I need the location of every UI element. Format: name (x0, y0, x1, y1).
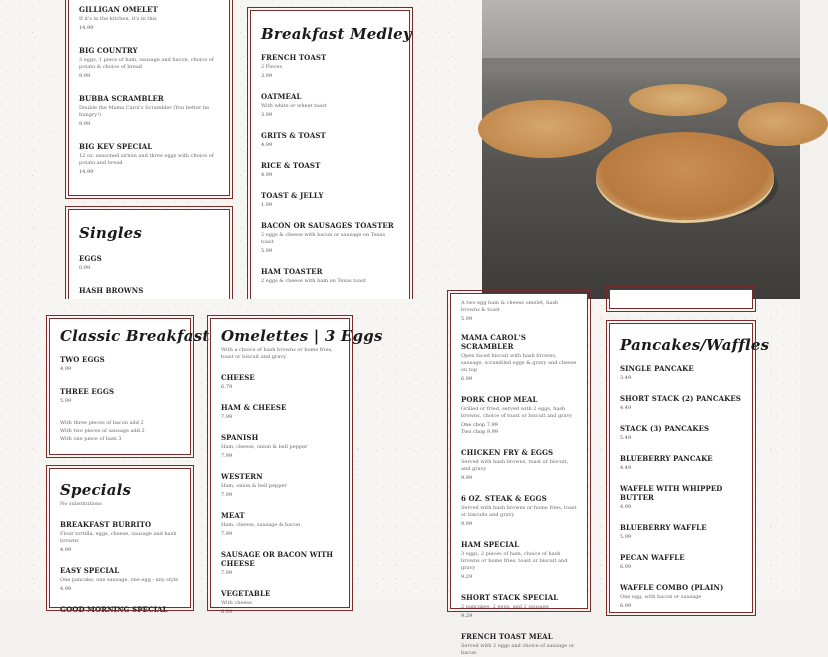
menu-item (620, 523, 742, 541)
item-desc: 2 Pieces (261, 64, 283, 70)
item-price: 7.99 (221, 492, 233, 498)
item-price: 9.99 (461, 521, 473, 527)
item-name: STACK (3) PANCAKES (620, 424, 710, 433)
menu-item (60, 387, 180, 405)
item-desc: If it's in the kitchen, it's in this (79, 16, 157, 22)
item-price: 6.99 (620, 603, 632, 609)
item-price: 9.99 (461, 475, 473, 481)
menu-item (620, 553, 742, 571)
menu-item (461, 494, 577, 528)
menu-photo-bottom-right (452, 299, 800, 656)
item-name: SAUSAGE OR BACON WITH CHEESE (221, 550, 334, 568)
item-price: 9.29 (461, 574, 473, 580)
item-name: SINGLE PANCAKE (620, 364, 694, 373)
item-price: 5.99 (60, 398, 72, 404)
item-price: 4.99 (261, 172, 273, 178)
item-price: 6.99 (221, 609, 233, 615)
menu-item (261, 131, 399, 149)
menu-item (79, 94, 219, 128)
menu-item (221, 550, 339, 577)
section-title: Singles (79, 224, 143, 242)
item-price: 7.99 (221, 570, 233, 576)
item-price: 14.99 (79, 169, 94, 175)
menu-item (79, 142, 219, 176)
item-desc: Served with 2 eggs and choice of sausage or bacon (461, 643, 575, 656)
item-price: 7.99 (221, 453, 233, 459)
menu-item (461, 632, 577, 657)
menu-item (620, 364, 742, 382)
item-name: PECAN WAFFLE (620, 553, 685, 562)
item-price: 5.49 (620, 435, 632, 441)
item-name: OATMEAL (261, 92, 302, 101)
item-desc: Grilled or fried, served with 2 eggs, hash browns, choice of toast or biscuit and gravy (461, 406, 573, 419)
item-price: 6.99 (620, 564, 632, 570)
item-price: 9.99 (79, 121, 91, 127)
item-price: 4.99 (60, 366, 72, 372)
item-price: 5.99 (461, 316, 473, 322)
item-price: 3.49 (620, 375, 632, 381)
menu-item (620, 583, 742, 610)
item-name: GOOD MORNING SPECIAL (60, 605, 168, 614)
griddle-backsplash (482, 0, 800, 60)
item-name: BIG COUNTRY (79, 46, 138, 55)
item-name: MEAT (221, 511, 245, 520)
item-name: GILLIGAN OMELET (79, 5, 158, 14)
item-name: VEGETABLE (221, 589, 271, 598)
item-price: 14.99 (79, 25, 94, 31)
item-desc: 12 oz. seasoned sirloin and three eggs with choice of potato and bread (79, 153, 214, 166)
item-price: One chop 7.99 (461, 422, 498, 428)
item-desc: Ham, cheese, sausage & bacon (221, 522, 301, 528)
add-on-line: With three pieces of bacon add 2 (60, 420, 144, 426)
menu-item (79, 254, 219, 272)
menu-item (461, 448, 577, 482)
menu-item (261, 267, 399, 285)
item-name: 6 OZ. STEAK & EGGS (461, 494, 547, 503)
menu-item (221, 373, 339, 391)
item-price: 1.99 (261, 202, 273, 208)
section-title: Omelettes | 3 Eggs (221, 327, 383, 345)
menu-item (261, 53, 399, 80)
item-name: BLUEBERRY WAFFLE (620, 523, 707, 532)
menu-item (261, 161, 399, 179)
classic-breakfast-panel (49, 318, 210, 455)
menu-item (221, 472, 339, 499)
item-name: BREAKFAST BURRITO (60, 520, 152, 529)
item-name: BACON OR SAUSAGES TOASTER (261, 221, 394, 230)
add-on-line: With one piece of ham 3 (60, 436, 122, 442)
item-price: 4.49 (620, 465, 632, 471)
item-name: FRENCH TOAST (261, 53, 327, 62)
meals-panel (450, 293, 588, 656)
item-price: 4.99 (620, 504, 632, 510)
menu-item (60, 355, 180, 373)
item-desc: Flour tortilla, eggs, cheese, sausage and hash browns (60, 531, 177, 544)
item-desc: 2 eggs & cheese with ham on Texas toast (261, 278, 366, 284)
pancake-back-middle (629, 84, 727, 116)
item-price: 4.99 (60, 547, 72, 553)
item-name: FRENCH TOAST MEAL (461, 632, 553, 641)
menu-item (261, 191, 399, 209)
menu-photo-bottom-left (0, 299, 452, 615)
menu-photo-top-left (0, 0, 482, 299)
pancake-left (478, 100, 612, 158)
item-desc: Served with hash browns or home fries, toast or biscuits and gravy (461, 505, 577, 518)
menu-item (221, 433, 339, 460)
item-desc: 3 eggs, 2 pieces of ham, choice of hash browns or home fries, toast or biscuit and gravy (461, 551, 568, 571)
item-desc: 2 pancakes, 2 eggs, and 2 sausage (461, 604, 549, 610)
item-desc: A two egg ham & cheese omelet, hash browns & toast (461, 300, 559, 313)
item-desc: With white or wheat toast (261, 103, 327, 109)
item-name: SHORT STACK SPECIAL (461, 593, 559, 602)
item-name: HAM SPECIAL (461, 540, 520, 549)
item-name: BUBBA SCRAMBLER (79, 94, 164, 103)
item-price: 3.99 (261, 112, 273, 118)
item-name: SPANISH (221, 433, 259, 442)
item-desc: 3 eggs, 1 piece of ham, sausage and bacon, choice of potato & choice of bread (79, 57, 214, 70)
menu-item (620, 394, 742, 412)
item-name: SHORT STACK (2) PANCAKES (620, 394, 741, 403)
item-name: HAM & CHEESE (221, 403, 287, 412)
menu-item (221, 511, 339, 538)
item-name: HASH BROWNS (79, 286, 144, 295)
menu-item (461, 333, 577, 383)
item-desc: Served with hash browns, toast or biscuit, and gravy (461, 459, 569, 472)
section-title: Specials (60, 481, 132, 499)
section-note: With a choice of hash browns or home fries, toast or biscuit and gravy (221, 347, 333, 360)
item-name: WAFFLE WITH WHIPPED BUTTER (620, 484, 723, 502)
item-name: RICE & TOAST (261, 161, 321, 170)
item-name: CHICKEN FRY & EGGS (461, 448, 554, 457)
item-name: EGGS (79, 254, 102, 263)
item-name: BLUEBERRY PANCAKE (620, 454, 713, 463)
menu-item (620, 424, 742, 442)
menu-item (221, 589, 339, 616)
item-price: 9.29 (461, 613, 473, 619)
item-price: 4.99 (261, 142, 273, 148)
item-price: 6.79 (221, 384, 233, 390)
item-name: TOAST & JELLY (261, 191, 324, 200)
item-price-2: Two chop 9.99 (461, 429, 498, 435)
breakfast-medley-panel (250, 10, 410, 309)
section-title: Classic Breakfast (60, 327, 210, 345)
item-desc: Open faced biscuit with hash browns, sausage, scrambled eggs & gravy and cheese on top (461, 353, 577, 373)
item-price: 7.99 (221, 531, 233, 537)
pancake-right-edge (738, 102, 828, 146)
item-name: WAFFLE COMBO (PLAIN) (620, 583, 724, 592)
item-name: THREE EGGS (60, 387, 115, 396)
item-desc: With cheese (221, 600, 252, 606)
item-name: BIG KEV SPECIAL (79, 142, 153, 151)
menu-item (79, 46, 219, 80)
menu-item (60, 566, 180, 593)
pancake-front (596, 132, 774, 220)
item-price: 7.99 (221, 414, 233, 420)
specialties-panel (68, 0, 230, 196)
item-name: EASY SPECIAL (60, 566, 120, 575)
item-name: TWO EGGS (60, 355, 105, 364)
item-name: GRITS & TOAST (261, 131, 326, 140)
item-desc: Ham, cheese, onion & bell pepper (221, 444, 308, 450)
menu-item (79, 5, 219, 32)
item-name: MAMA CAROL'S SCRAMBLER (461, 333, 527, 351)
add-ons (60, 419, 180, 443)
section-title: Breakfast Medley (261, 25, 412, 43)
menu-item (461, 593, 577, 620)
specials-panel (49, 468, 191, 614)
item-price: 6.99 (461, 376, 473, 382)
upper-panel-edge (609, 289, 753, 309)
item-price: 3.99 (261, 73, 273, 79)
item-price: 5.99 (620, 534, 632, 540)
menu-item (261, 92, 399, 119)
menu-item (60, 520, 180, 554)
item-price: 9.99 (79, 73, 91, 79)
griddle-edge (482, 58, 800, 66)
item-name: HAM TOASTER (261, 267, 323, 276)
item-price: 0.99 (79, 265, 91, 271)
section-note: No substitutions (60, 501, 102, 507)
menu-item (79, 286, 219, 295)
menu-item (261, 221, 399, 255)
menu-item (620, 484, 742, 511)
pancakes-on-griddle-photo (482, 0, 800, 299)
item-name: CHEESE (221, 373, 255, 382)
item-price: 4.49 (620, 405, 632, 411)
menu-item (461, 540, 577, 581)
omelettes-panel (210, 318, 383, 615)
item-price: 4.99 (60, 586, 72, 592)
menu-item (620, 454, 742, 472)
menu-item (461, 395, 577, 436)
item-name: WESTERN (221, 472, 263, 481)
item-desc: One pancake, one sausage, one egg - any style (60, 577, 179, 583)
pancakes-waffles-panel (609, 323, 770, 613)
section-title: Pancakes/Waffles (620, 336, 770, 354)
item-price: 5.99 (261, 248, 273, 254)
item-desc: Double the Mama Carol's Scrambler (You better be hungry!) (79, 105, 210, 118)
menu-item (221, 403, 339, 421)
menu-item (60, 605, 180, 614)
item-name: PORK CHOP MEAL (461, 395, 538, 404)
singles-panel (68, 209, 230, 309)
item-desc: 2 eggs & cheese with bacon or sausage on Texas toast (261, 232, 386, 245)
item-desc: One egg, with bacon or sausage (620, 594, 702, 600)
add-on-line: With two pieces of sausage add 2 (60, 428, 145, 434)
item-desc: Ham, onion & bell pepper (221, 483, 287, 489)
